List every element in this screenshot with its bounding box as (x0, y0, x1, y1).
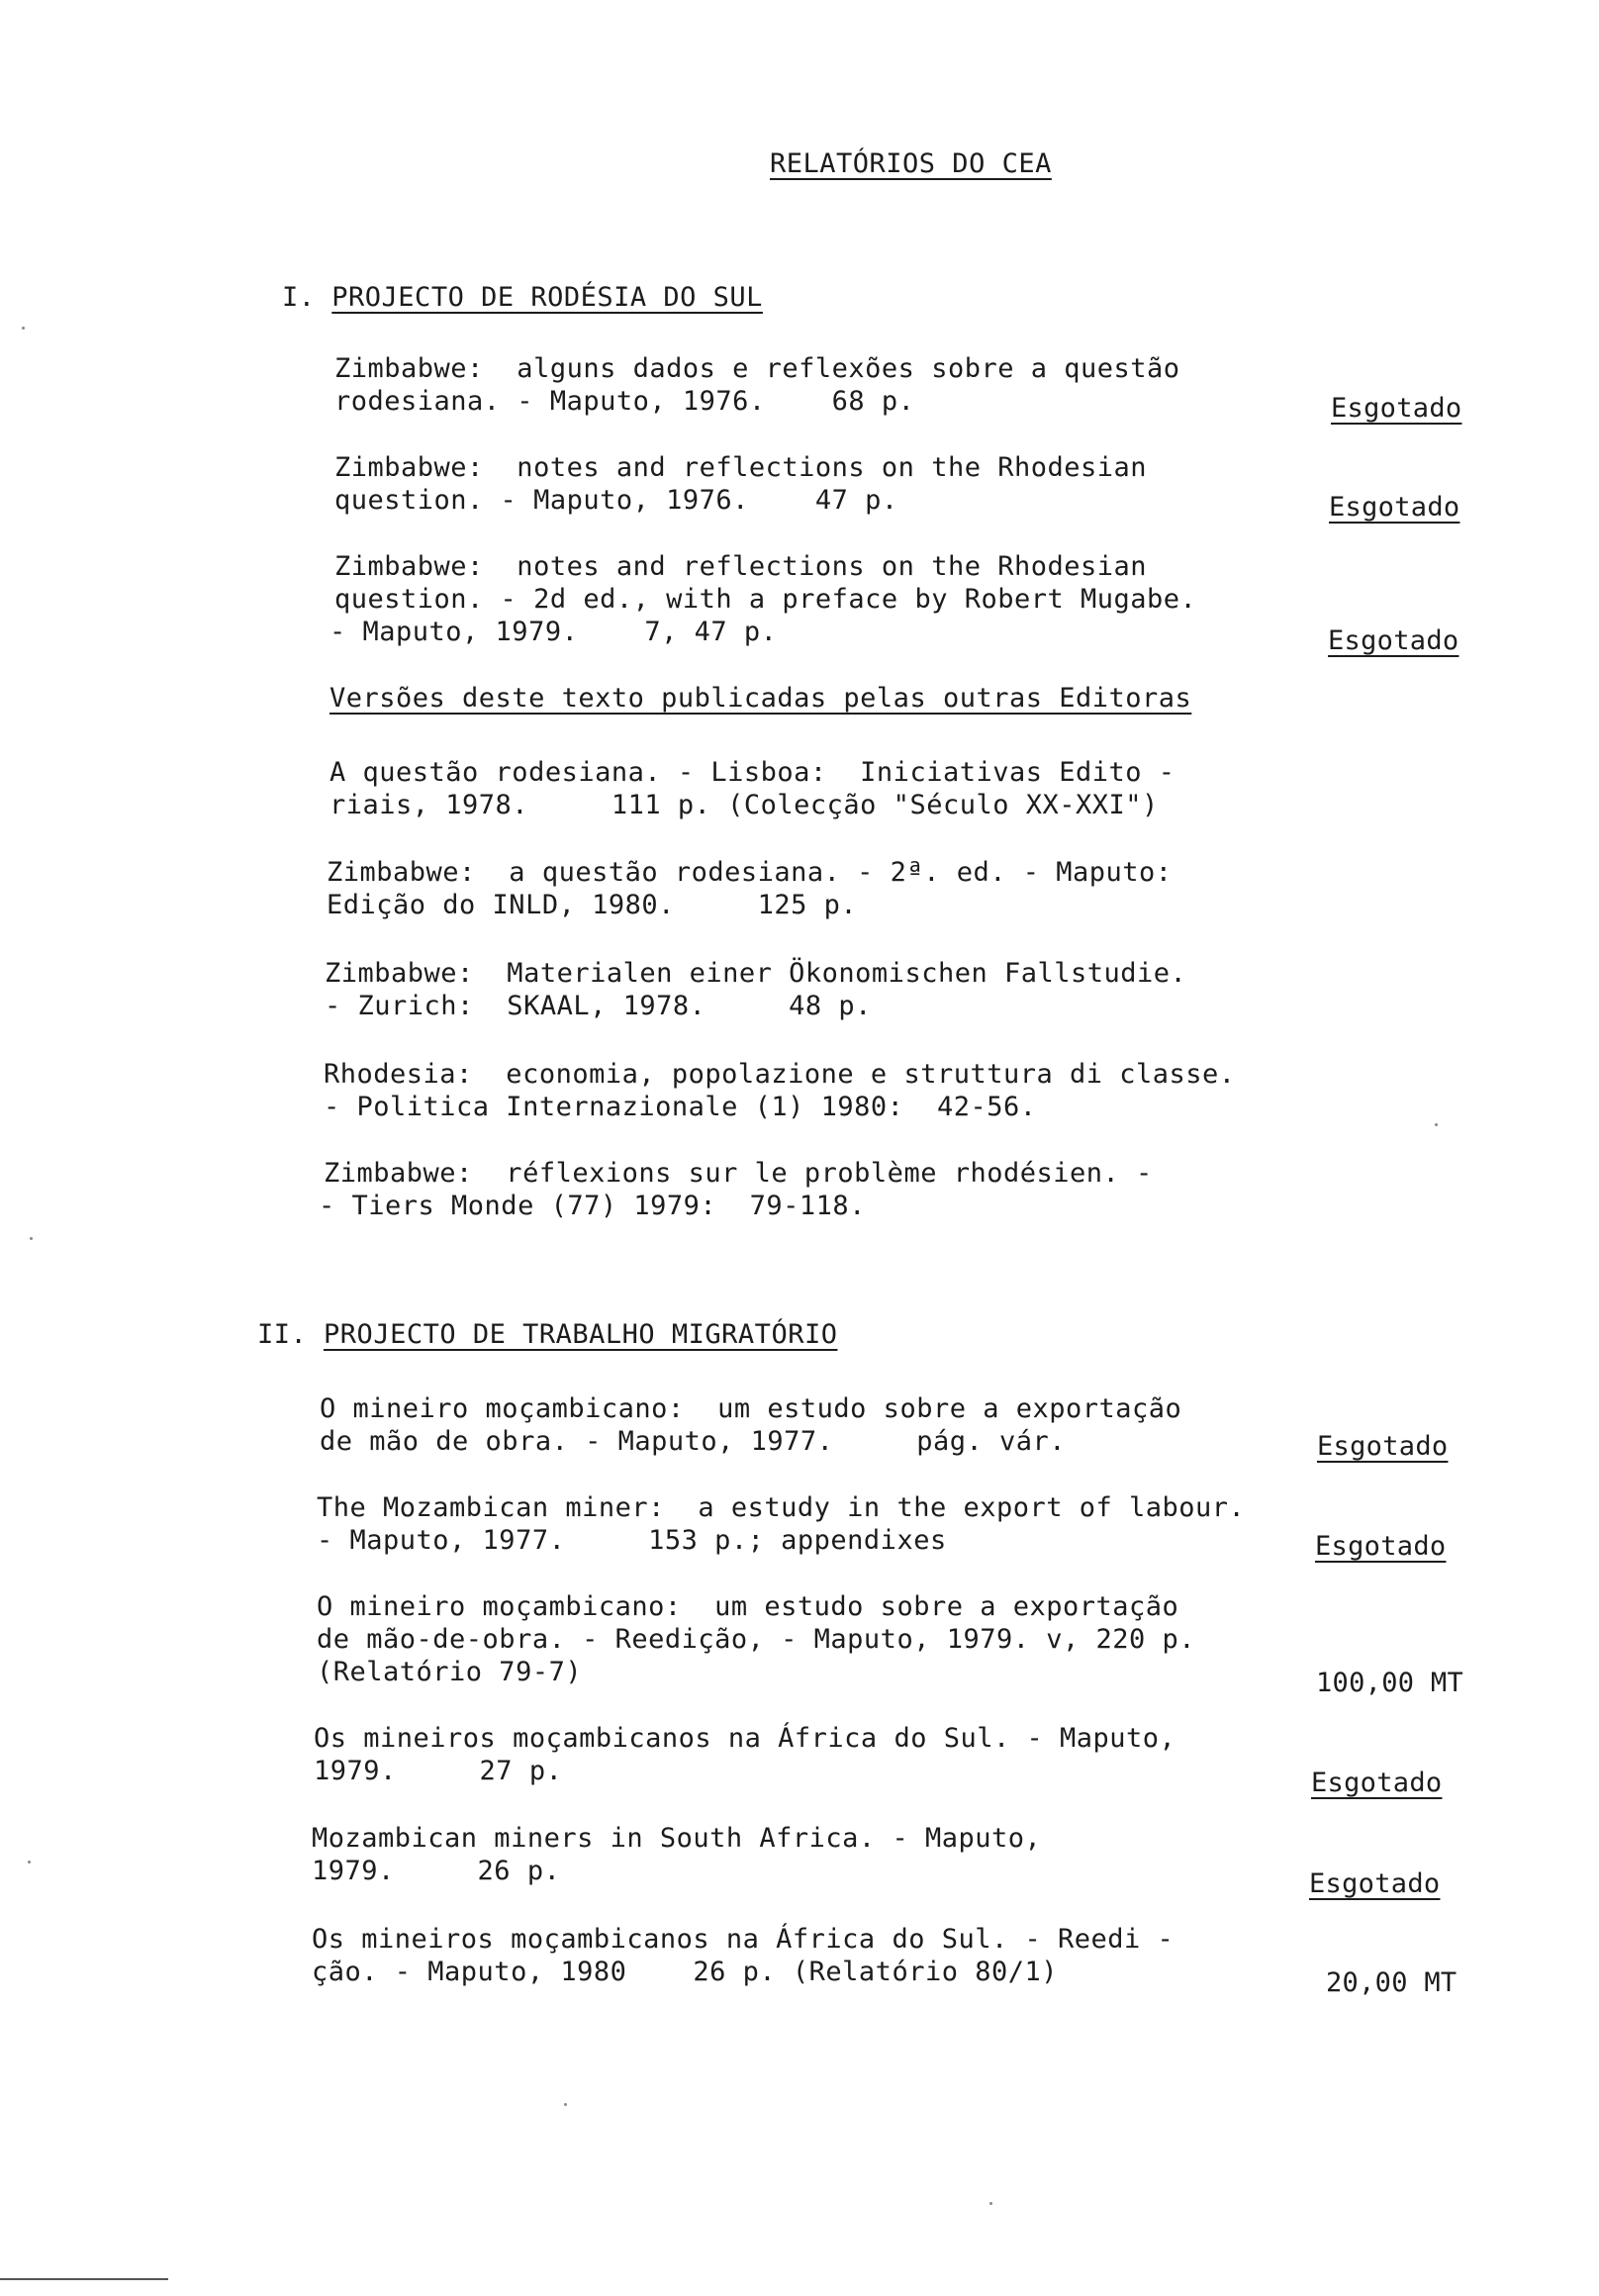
entry-line: Rhodesia: economia, popolazione e struttura di classe. (324, 1059, 1236, 1090)
status-label: Esgotado (1309, 1868, 1441, 1899)
entry-line: question. - Maputo, 1976. 47 p. (334, 485, 898, 516)
entry-line: 1979. 26 p. (312, 1856, 561, 1886)
entry-line: The Mozambican miner: a estudy in the export of labour. (317, 1492, 1246, 1523)
scan-speck (1435, 1123, 1438, 1126)
status-label: Esgotado (1315, 1531, 1447, 1562)
entry-line: - Tiers Monde (77) 1979: 79-118. (319, 1191, 866, 1221)
entry-line: Zimbabwe: Materialen einer Ökonomischen Fallstudie. (325, 958, 1187, 989)
entry-line: 1979. 27 p. (314, 1756, 563, 1786)
scan-speck (22, 327, 25, 330)
entry-line: Zimbabwe: réflexions sur le problème rhodésien. - (324, 1158, 1153, 1189)
page-title: RELATÓRIOS DO CEA (770, 148, 1052, 179)
entry-line: Zimbabwe: alguns dados e reflexões sobre a questão (334, 353, 1180, 384)
price-label: 20,00 MT (1326, 1967, 1458, 1998)
entry-line: - Zurich: SKAAL, 1978. 48 p. (325, 991, 872, 1021)
scan-edge-line (0, 2278, 168, 2280)
section-heading-rhodesia (282, 282, 763, 313)
versions-subheading: Versões deste texto publicadas pelas outras Editoras (329, 683, 1192, 714)
entry-line: Os mineiros moçambicanos na África do Sul. - Reedi - (312, 1924, 1175, 1955)
entry-line: Zimbabwe: notes and reflections on the Rhodesian (334, 551, 1148, 582)
scan-speck (564, 2103, 567, 2106)
entry-line: O mineiro moçambicano: um estudo sobre a exportação (317, 1591, 1179, 1622)
status-label: Esgotado (1329, 492, 1460, 523)
status-label: Esgotado (1328, 625, 1459, 656)
section-numeral: II. (257, 1319, 308, 1350)
entry-line: - Maputo, 1979. 7, 47 p. (329, 617, 778, 647)
entry-line: Zimbabwe: a questão rodesiana. - 2ª. ed. - Maputo: (327, 857, 1173, 888)
entry-line: Edição do INLD, 1980. 125 p. (327, 890, 858, 920)
scan-speck (989, 2202, 992, 2205)
entry-line: A questão rodesiana. - Lisboa: Iniciativas Edito - (329, 757, 1176, 788)
entry-line: rodesiana. - Maputo, 1976. 68 p. (334, 386, 915, 417)
entry-line: Zimbabwe: notes and reflections on the Rhodesian (334, 452, 1148, 483)
entry-line: Mozambican miners in South Africa. - Maputo, (312, 1823, 1042, 1854)
entry-line: Os mineiros moçambicanos na África do Sul. - Maputo, (314, 1723, 1176, 1754)
entry-line: - Maputo, 1977. 153 p.; appendixes (317, 1525, 947, 1556)
entry-line: ção. - Maputo, 1980 26 p. (Relatório 80/1) (312, 1957, 1058, 1987)
status-label: Esgotado (1311, 1768, 1443, 1798)
status-label: Esgotado (1317, 1431, 1449, 1462)
entry-line: O mineiro moçambicano: um estudo sobre a exportação (320, 1393, 1182, 1424)
section-title: PROJECTO DE TRABALHO MIGRATÓRIO (324, 1319, 838, 1350)
status-label: Esgotado (1331, 393, 1462, 424)
entry-line: de mão-de-obra. - Reedição, - Maputo, 1979. v, 220 p. (317, 1624, 1196, 1655)
entry-line: de mão de obra. - Maputo, 1977. pág. vár. (320, 1426, 1066, 1457)
entry-line: (Relatório 79-7) (317, 1657, 583, 1687)
price-label: 100,00 MT (1316, 1668, 1463, 1698)
entry-line: question. - 2d ed., with a preface by Robert Mugabe. (334, 584, 1197, 615)
section-heading-migratory-labour (257, 1319, 837, 1350)
scan-speck (28, 1861, 31, 1864)
entry-line: - Politica Internazionale (1) 1980: 42-56. (324, 1092, 1037, 1122)
scan-speck (30, 1237, 33, 1240)
section-numeral: I. (282, 282, 316, 313)
section-title: PROJECTO DE RODÉSIA DO SUL (331, 282, 763, 313)
entry-line: riais, 1978. 111 p. (Colecção "Século XX-XXI") (329, 790, 1159, 820)
